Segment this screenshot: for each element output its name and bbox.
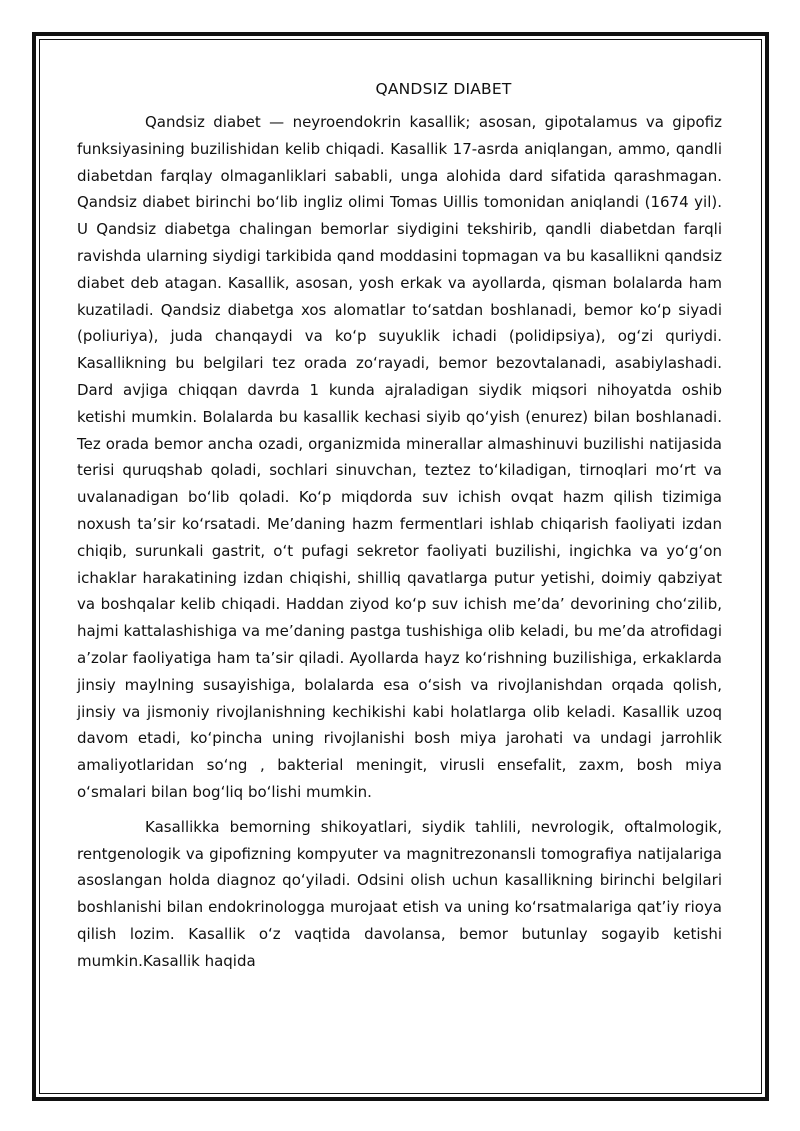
document-title: QANDSIZ DIABET [375,80,512,98]
paragraph-1: Qandsiz diabet — neyroendokrin kasallik; asosan, gipotalamus va gipofiz funksiyasining buzilishidan kelib chiqadi. Kasallik 17-asrda aniqlangan, ammo, qandli diabetdan farqlay olmaganliklari sababli, unga alohida dard sifatida qarashmagan. Qandsiz diabet birinchi boʻlib ingliz olimi Tomas Uillis tomonidan aniqlandi (1674 yil). U Qandsiz diabetga chalingan bemorlar siydigini tekshirib, qandli diabetdan farqli ravishda ularning siydigi tarkibida qand moddasini topmagan va bu kasallikni qandsiz diabet deb atagan. Kasallik, asosan, yosh erkak va ayollarda, qisman bolalarda ham kuzatiladi. Qandsiz diabetga xos alomatlar toʻsatdan boshlanadi, bemor koʻp siyadi (poliuriya), juda chanqaydi va koʻp suyuklik ichadi (polidipsiya), ogʻzi quriydi. Kasallikning bu belgilari tez orada zoʻrayadi, bemor bezovtalanadi, asabiylashadi. Dard avjiga chiqqan davrda 1 kunda ajraladigan siydik miqsori nihoyatda oshib ketishi mumkin. Bolalarda bu kasallik kechasi siyib qoʻyish (enurez) bilan boshlanadi. Tez orada bemor ancha ozadi, organizmida minerallar almashinuvi buzilishi natijasida terisi quruqshab qoladi, sochlari sinuvchan, teztez toʻkiladigan, tirnoqlari moʻrt va uvalanadigan boʻlib qoladi. Koʻp miqdorda suv ichish ovqat hazm qilish tizimiga noxush taʼsir koʻrsatadi. Meʼdaning hazm fermentlari ishlab chiqarish faoliyati izdan chiqib, surunkali gastrit, oʻt pufagi sekretor faoliyati buzilishi, ingichka va yoʻgʻon ichaklar harakatining izdan chiqishi, shilliq qavatlarga putur yetishi, doimiy qabziyat va boshqalar kelib chiqadi. Haddan ziyod koʻp suv ichish meʼdaʼ devorining choʻzilib, hajmi kattalashishiga va meʼdaning pastga tushishiga olib keladi, bu meʼda atrofidagi aʼzolar faoliyatiga ham taʼsir qiladi. Ayollarda hayz koʻrishning buzilishiga, erkaklarda jinsiy maylning susayishiga, bolalarda esa oʻsish va rivojlanishdan orqada qolish, jinsiy va jismoniy rivojlanishning kechikishi kabi holatlarga olib keladi. Kasallik uzoq davom etadi, koʻpincha uning rivojlanishi bosh miya jarohati va undagi jarrohlik amaliyotlaridan soʻng , bakterial meningit, virusli ensefalit, zaxm, bosh miya oʻsmalari bilan bogʻliq boʻlishi mumkin. [77,113,722,801]
document-body [77,78,722,975]
paragraph-2: Kasallikka bemorning shikoyatlari, siydik tahlili, nevrologik, oftalmologik, rentgenologik va gipofizning kompyuter va magnitrezonansli tomografiya natijalariga asoslangan holda diagnoz qoʻyiladi. Odsini olish uchun kasallikning birinchi belgilari boshlanishi bilan endokrinologga murojaat etish va uning koʻrsatmalariga qatʼiy rioya qilish lozim. Kasallik oʻz vaqtida davolansa, bemor butunlay sogayib ketishi mumkin.Kasallik haqida [77,817,722,970]
